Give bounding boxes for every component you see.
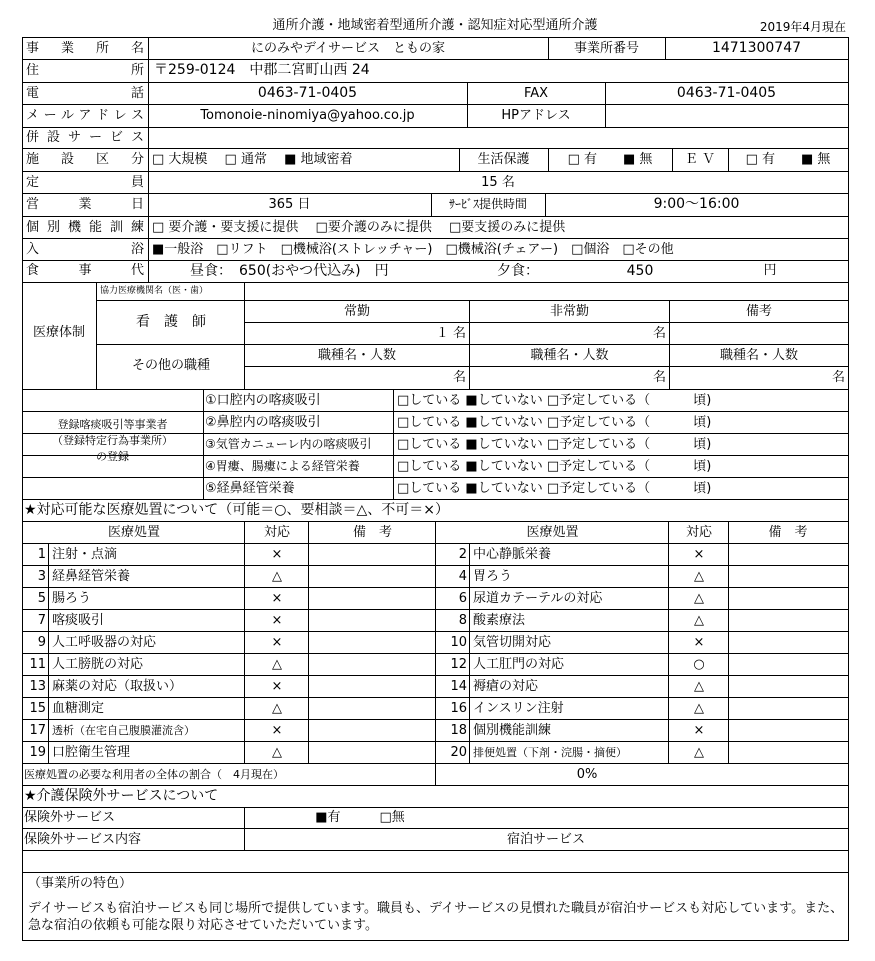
treatment-no: 20 <box>450 745 467 760</box>
as-of-date: 2019年4月現在 <box>759 20 846 34</box>
job-header-2: 職種名・人数 <box>530 348 609 363</box>
treatment-name: 中心静脈栄養 <box>473 547 552 562</box>
col-resp-left: 対応 <box>263 525 290 540</box>
suction-label-line: の登録 <box>96 450 129 463</box>
treatment-no: 18 <box>450 723 467 738</box>
rule-v <box>548 148 549 172</box>
address: 〒259-0124 中郡二宮町山西 24 <box>154 62 370 78</box>
treatment-no: 11 <box>29 657 46 672</box>
treatment-name: 気管切開対応 <box>473 635 552 650</box>
treatment-name: 透析（在宅自己腹膜灌流含） <box>52 724 195 737</box>
suction-item: ⑤経鼻経管栄養 <box>205 481 295 496</box>
treatment-no: 14 <box>450 679 467 694</box>
coop-label: 協力医療機関名（医・歯） <box>100 286 209 296</box>
treatment-mark: × <box>271 635 283 650</box>
rule-v <box>728 521 729 764</box>
extra-content-value: 宿泊サービス <box>506 832 585 847</box>
rule-v <box>605 82 606 128</box>
nurse-full-count: １ 名 <box>435 326 466 341</box>
other-staff-label: その他の職種 <box>131 358 210 373</box>
label-welfare: 生活保護 <box>477 152 530 167</box>
label-meal: 食事代 <box>26 263 144 278</box>
job-count-2: 名 <box>652 370 666 385</box>
label-ev: Ｅ Ｖ <box>684 152 716 167</box>
suction-item: ②鼻腔内の喀痰吸引 <box>205 415 321 430</box>
suction-status: □している ■していない □予定している（ 頃) <box>397 393 712 408</box>
label-days: 営業日 <box>26 197 144 212</box>
capacity: 15 名 <box>481 175 515 190</box>
hours: 9:00～16:00 <box>653 196 740 212</box>
ratio-label: 医療処置の必要な利用者の全体の割合（ 4月現在） <box>24 768 284 781</box>
rule-v <box>848 389 849 500</box>
suction-status: □している ■していない □予定している（ 頃) <box>397 415 712 430</box>
job-count-3: 名 <box>831 370 845 385</box>
col-note-left: 備 考 <box>352 525 392 540</box>
extra-svc-label: 保険外サービス <box>24 810 116 825</box>
facility-name: にのみやデイサービス ともの家 <box>250 41 446 56</box>
rule-v <box>393 389 394 500</box>
suction-item: ③気管カニューレ内の喀痰吸引 <box>205 437 372 451</box>
rule-v <box>308 521 309 764</box>
job-header-3: 職種名・人数 <box>719 348 798 363</box>
treatment-mark: △ <box>694 613 704 628</box>
rule-v <box>96 282 97 390</box>
label-training: 個別機能訓練 <box>26 220 144 235</box>
treatment-mark: × <box>271 723 283 738</box>
rule-v <box>848 282 849 390</box>
treatment-name: 人工呼吸器の対応 <box>52 635 157 650</box>
treatment-name: 褥瘡の対応 <box>473 679 539 694</box>
extra-title: ★介護保険外サービスについて <box>24 788 219 804</box>
rule-v <box>22 785 23 873</box>
treatment-name: 胃ろう <box>473 569 513 584</box>
meal-dinner-label: 夕食： <box>497 263 539 279</box>
label-facility: 施設区分 <box>26 152 144 167</box>
treatment-no: 15 <box>29 701 46 716</box>
label-bath: 入浴 <box>26 242 144 257</box>
days: 365 日 <box>268 197 311 212</box>
treatment-mark: △ <box>694 745 704 760</box>
treatment-no: 3 <box>37 569 46 584</box>
treatment-name: 人工肛門の対応 <box>473 657 565 672</box>
treatment-title: ★対応可能な医療処置について（可能＝○、要相談＝△、不可＝×） <box>24 502 449 518</box>
meal-dinner: 450 <box>626 263 654 279</box>
rule-v <box>848 37 849 282</box>
welfare: □ 有 ■ 無 <box>567 152 653 167</box>
treatment-mark: △ <box>694 701 704 716</box>
treatment-name: 排便処置（下剤・浣腸・摘便） <box>473 746 627 759</box>
ratio-value: 0% <box>576 767 598 782</box>
mail: Tomonoie-ninomiya@yahoo.co.jp <box>200 108 415 123</box>
label-name: 事業所名 <box>26 41 144 56</box>
treatment-mark: △ <box>272 657 282 672</box>
suction-item: ④胃瘻、腸瘻による経管栄養 <box>205 459 360 473</box>
suction-label-line: 登録喀痰吸引等事業者 <box>57 418 168 431</box>
treatment-mark: △ <box>694 679 704 694</box>
treatment-mark: ○ <box>693 657 705 672</box>
treatment-mark: × <box>271 613 283 628</box>
treatment-name: 注射・点滴 <box>52 547 118 562</box>
suction-item: ①口腔内の喀痰吸引 <box>205 393 321 408</box>
annex <box>150 128 846 148</box>
treatment-name: 個別機能訓練 <box>473 723 552 738</box>
treatment-no: 19 <box>29 745 46 760</box>
treatment-no: 13 <box>29 679 46 694</box>
treatment-no: 12 <box>450 657 467 672</box>
nurse-part-count: 名 <box>652 326 666 341</box>
meal-lunch: 昼食： 650(おやつ代込み) 円 <box>190 263 389 279</box>
treatment-name: 経鼻経管栄養 <box>52 569 131 584</box>
fax: 0463-71-0405 <box>676 85 777 101</box>
rule-v <box>459 148 460 172</box>
treatment-mark: △ <box>272 701 282 716</box>
suction-status: □している ■していない □予定している（ 頃) <box>397 481 712 496</box>
rule-v <box>548 37 549 60</box>
rule-h <box>22 872 849 873</box>
treatment-no: 2 <box>458 547 467 562</box>
treatment-mark: × <box>693 547 705 562</box>
tel: 0463-71-0405 <box>257 85 358 101</box>
treatment-mark: × <box>271 547 283 562</box>
treatment-name: 尿道カテーテルの対応 <box>473 591 603 606</box>
treatment-name: 麻薬の対応（取扱い） <box>52 679 183 694</box>
col-note-right: 備 考 <box>768 525 808 540</box>
extra-content-label: 保険外サービス内容 <box>24 832 142 847</box>
label-hours: ｻｰﾋﾞｽ提供時間 <box>448 197 527 211</box>
col-treatment-left: 医療処置 <box>107 525 160 540</box>
label-capacity: 定員 <box>26 175 144 190</box>
label-number: 事業所番号 <box>573 41 639 56</box>
rule-h <box>22 850 849 851</box>
treatment-no: 7 <box>37 613 46 628</box>
part-time-header: 非常勤 <box>549 304 589 319</box>
rule-v <box>668 521 669 764</box>
treatment-mark: × <box>693 635 705 650</box>
coop-value <box>248 283 846 299</box>
label-fax: FAX <box>523 86 549 101</box>
treatment-mark: △ <box>272 569 282 584</box>
treatment-no: 9 <box>37 635 46 650</box>
rule-v <box>672 148 673 172</box>
treatment-no: 10 <box>450 635 467 650</box>
label-mail: メールアドレス <box>26 108 144 123</box>
extra-svc-value: ■有 □無 <box>315 810 405 825</box>
treatment-name: 腸ろう <box>52 591 92 606</box>
treatment-mark: △ <box>272 745 282 760</box>
treatment-mark: △ <box>694 569 704 584</box>
treatment-name: 口腔衛生管理 <box>52 745 131 760</box>
label-hp: HPアドレス <box>501 108 571 123</box>
rule-v <box>848 785 849 873</box>
training: □ 要介護・要支援に提供 □要介護のみに提供 □要支援のみに提供 <box>152 220 566 235</box>
feature-text: デイサービスも宿泊サービスも同じ場所で提供しています。職員も、デイサービスの見慣れた職員が宿泊サービスも対応しています。また、急な宿泊の依頼も可能な限り対応させていただいています。 <box>28 901 844 933</box>
treatment-no: 8 <box>458 613 467 628</box>
col-resp-right: 対応 <box>685 525 712 540</box>
nurse-label: 看 護 師 <box>136 314 206 330</box>
rule-v <box>244 521 245 764</box>
rule-v <box>728 148 729 172</box>
bath: ■一般浴 □リフト □機械浴(ストレッチャー) □機械浴(チェアー) □個浴 □その他 <box>152 242 674 257</box>
treatment-name: インスリン注射 <box>473 701 564 716</box>
treatment-mark: × <box>271 679 283 694</box>
rule-v <box>545 193 546 217</box>
treatment-no: 1 <box>37 547 46 562</box>
treatment-mark: △ <box>694 591 704 606</box>
job-header-1: 職種名・人数 <box>317 348 396 363</box>
hp <box>607 105 846 126</box>
rule-v <box>669 300 670 390</box>
rule-v <box>244 282 245 390</box>
rule-h <box>22 940 849 941</box>
suction-status: □している ■していない □予定している（ 頃) <box>397 437 712 452</box>
treatment-no: 16 <box>450 701 467 716</box>
treatment-name: 血糖測定 <box>52 701 105 716</box>
ev: □ 有 ■ 無 <box>745 152 831 167</box>
label-annex: 併設サービス <box>26 130 144 145</box>
label-address: 住所 <box>26 63 144 78</box>
meal-yen: 円 <box>763 263 777 278</box>
rule-v <box>22 872 23 941</box>
document-title: 通所介護・地域密着型通所介護・認知症対応型通所介護 <box>272 18 598 33</box>
rule-v <box>22 37 23 282</box>
rule-v <box>665 37 666 60</box>
label-tel: 電話 <box>26 86 144 101</box>
rule-v <box>848 872 849 941</box>
treatment-name: 酸素療法 <box>473 613 526 628</box>
medical-label: 医療体制 <box>32 325 85 340</box>
treatment-no: 5 <box>37 591 46 606</box>
facility-type: □ 大規模 □ 通常 ■ 地域密着 <box>152 152 353 167</box>
rule-v <box>244 807 245 851</box>
suction-status: □している ■していない □予定している（ 頃) <box>397 459 712 474</box>
job-count-1: 名 <box>452 370 466 385</box>
rule-v <box>203 389 204 500</box>
treatment-name: 喀痰吸引 <box>52 613 105 628</box>
col-treatment-right: 医療処置 <box>526 525 579 540</box>
full-time-header: 常勤 <box>343 304 370 319</box>
treatment-mark: × <box>271 591 283 606</box>
treatment-name: 人工膀胱の対応 <box>52 657 144 672</box>
rule-v <box>148 37 149 282</box>
facility-number: 1471300747 <box>711 40 802 56</box>
rule-v <box>431 193 432 217</box>
treatment-mark: × <box>693 723 705 738</box>
rule-v <box>467 82 468 128</box>
suction-label-line: （登録特定行為事業所） <box>52 434 173 447</box>
treatment-no: 6 <box>458 591 467 606</box>
treatment-no: 4 <box>458 569 467 584</box>
rule-v <box>469 300 470 390</box>
feature-label: （事業所の特色） <box>28 876 133 891</box>
treatment-no: 17 <box>29 723 46 738</box>
remarks-header: 備考 <box>745 304 772 319</box>
